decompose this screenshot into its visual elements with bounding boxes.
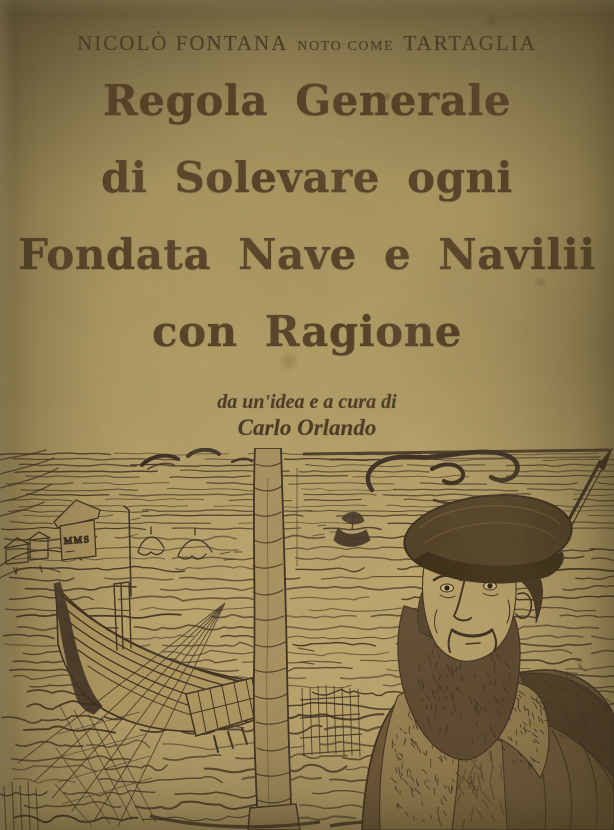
credit-block — [0, 390, 614, 441]
author-name: NICOLÒ FONTANA — [77, 31, 289, 55]
stone-column — [248, 448, 314, 830]
tartaglia-portrait — [362, 448, 614, 830]
building-sign-text: MMS — [63, 535, 91, 547]
author-connector: NOTO COME — [297, 39, 395, 54]
title-line-1: Regola Generale — [102, 76, 512, 125]
small-boat — [334, 512, 370, 546]
credit-intro: da un'idea e a cura di — [217, 391, 397, 413]
credit-curator: Carlo Orlando — [237, 415, 377, 440]
woodcut-engraving — [0, 448, 614, 830]
author-line — [0, 31, 614, 56]
title-line-2: di Solevare ogni — [101, 153, 513, 202]
title-line-3: Fondata Nave e Navilii — [18, 230, 596, 279]
signal-house — [54, 500, 100, 560]
title-line-4: con Ragione — [152, 307, 462, 356]
author-alias: TARTAGLIA — [403, 31, 537, 55]
